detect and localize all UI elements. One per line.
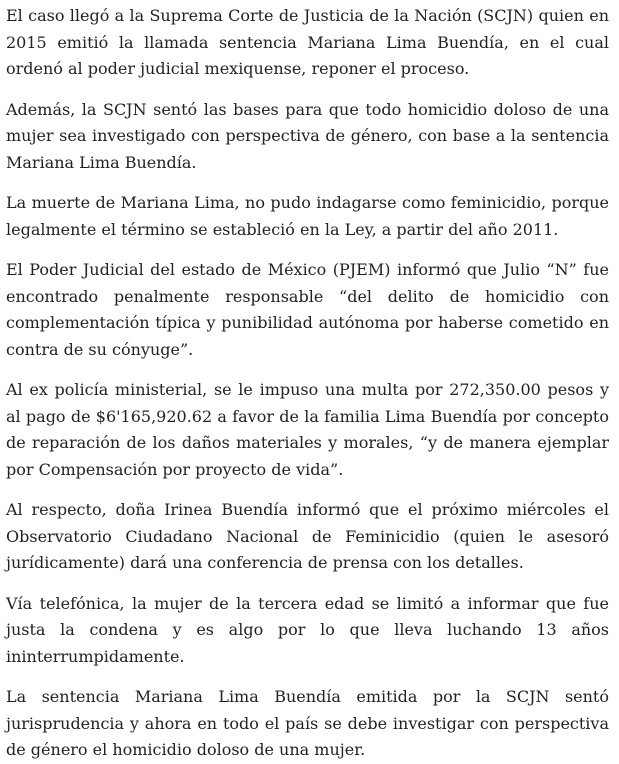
paragraph-3: La muerte de Mariana Lima, no pudo indagarse como feminicidio, porque legalmente el término se estableció en la Ley, a partir del año 2011. <box>6 193 609 239</box>
paragraph-8: La sentencia Mariana Lima Buendía emitida por la SCJN sentó jurisprudencia y ahora en todo el país se debe investigar con perspectiva de género el homicidio doloso de una mujer. <box>6 687 609 759</box>
paragraph-1: El caso llegó a la Suprema Corte de Justicia de la Nación (SCJN) quien en 2015 emitió la llamada sentencia Mariana Lima Buendía, en el cual ordenó al poder judicial mexiquense, reponer el proceso. <box>6 6 609 78</box>
paragraph-5: Al ex policía ministerial, se le impuso una multa por 272,350.00 pesos y al pago de $6'165,920.62 a favor de la familia Lima Buendía por concepto de reparación de los daños materiales y morales, “y de manera ejemplar por Compensación por proyecto de vida”. <box>6 380 609 479</box>
paragraph-4: El Poder Judicial del estado de México (PJEM) informó que Julio “N” fue encontrado penalmente responsable “del delito de homicidio con complementación típica y punibilidad autónoma por haberse cometido en contra de su cónyuge”. <box>6 260 609 359</box>
paragraph-6: Al respecto, doña Irinea Buendía informó que el próximo miércoles el Observatorio Ciudadano Nacional de Feminicidio (quien le asesoró jurídicamente) dará una conferencia de prensa con los detalles. <box>6 500 609 572</box>
paragraph-7: Vía telefónica, la mujer de la tercera edad se limitó a informar que fue justa la condena y es algo por lo que lleva luchando 13 años ininterrumpidamente. <box>6 593 609 666</box>
paragraph-2: Además, la SCJN sentó las bases para que todo homicidio doloso de una mujer sea investigado con perspectiva de género, con base a la sentencia Mariana Lima Buendía. <box>6 99 609 172</box>
